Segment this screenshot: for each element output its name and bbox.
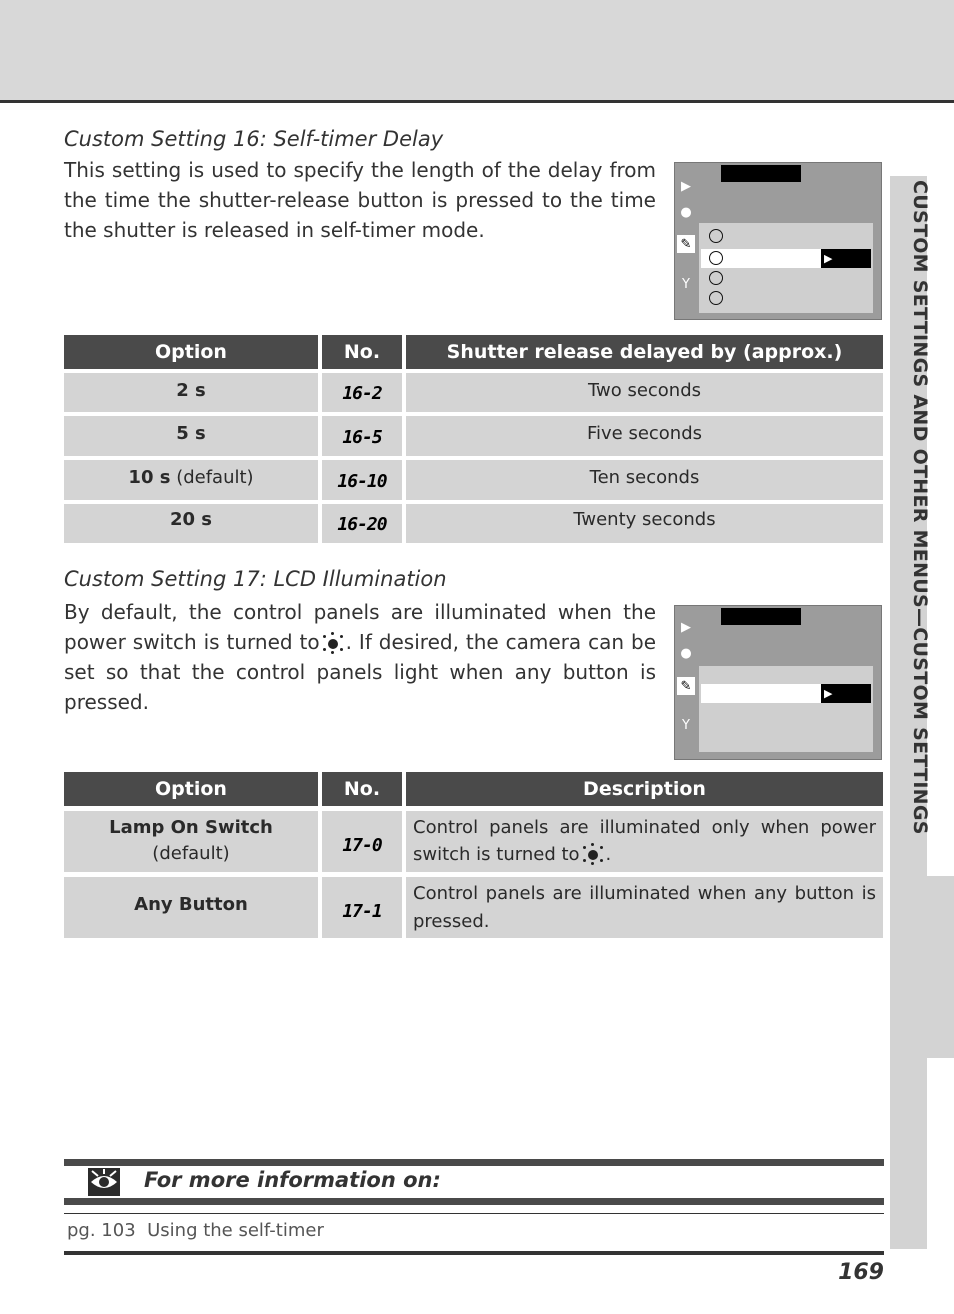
row-option: 2 s [176, 380, 206, 401]
info-box-title: For more information on: [144, 1168, 441, 1192]
table-row [64, 504, 883, 543]
info-box-divider [64, 1213, 884, 1214]
top-header-band [0, 0, 954, 103]
screen-selected-row [701, 249, 871, 268]
header-delay: Shutter release delayed by (approx.) [406, 335, 883, 369]
wrench-icon: Y [682, 276, 690, 292]
info-ref-page[interactable]: pg. 103 [67, 1220, 136, 1241]
row-lcd-code: 16-5 [322, 416, 402, 456]
header-option: Option [64, 335, 318, 369]
info-box-mid-rule [64, 1198, 884, 1205]
row-option-note: (default) [152, 843, 230, 864]
screen-option-panel [699, 666, 873, 752]
row-lcd-code: 16-2 [322, 373, 402, 412]
row-description: Five seconds [406, 416, 883, 456]
row-description [406, 811, 883, 872]
info-box-bottom-rule [64, 1251, 884, 1255]
cs17-body-part1: By default, the control panels are illuminated when the power switch is turned to [64, 600, 656, 654]
cs17-heading: Custom Setting 17: LCD Illumination [64, 567, 447, 591]
cs17-body [64, 597, 656, 717]
row-description: Ten seconds [406, 460, 883, 500]
info-ref-text: Using the self-timer [147, 1220, 324, 1241]
info-box-top-rule [64, 1159, 884, 1166]
arrow-right-icon: ▶ [821, 249, 871, 268]
row-option: Any Button [134, 894, 248, 915]
self-timer-icon [709, 291, 723, 305]
self-timer-icon [709, 229, 723, 243]
header-option: Option [64, 772, 318, 806]
camera-icon: ● [680, 645, 692, 661]
row-description: Two seconds [406, 373, 883, 412]
play-icon: ▶ [681, 178, 691, 194]
row-description-end: . [605, 844, 612, 865]
screen-option-panel [699, 223, 873, 313]
row-option: Lamp On Switch [109, 817, 273, 838]
table-row [64, 373, 883, 412]
camera-icon: ● [680, 204, 692, 220]
table-row [64, 877, 883, 938]
row-option-note: (default) [176, 467, 254, 488]
row-lcd-code: 17-1 [322, 877, 402, 938]
row-description-text: Control panels are illuminated only when power switch is turned to [413, 817, 876, 865]
row-option: 20 s [169, 509, 213, 530]
play-icon: ▶ [681, 619, 691, 635]
page-number: 169 [838, 1260, 884, 1285]
arrow-right-icon: ▶ [821, 684, 871, 703]
cs16-lcd-screen [674, 162, 882, 320]
cs16-heading: Custom Setting 16: Self-timer Delay [64, 127, 444, 151]
table-header [64, 772, 883, 806]
header-number: No. [322, 772, 402, 806]
table-row [64, 416, 883, 456]
header-description: Description [406, 772, 883, 806]
cs16-body: This setting is used to specify the length of the delay from the time the shutter-release button is pressed to the time the shutter is released in self-timer mode. [64, 158, 656, 242]
row-lcd-code: 16-10 [322, 460, 402, 500]
screen-title-bar [721, 608, 801, 625]
header-number: No. [322, 335, 402, 369]
screen-selected-row [701, 684, 871, 703]
eye-icon [88, 1168, 120, 1196]
cs17-lcd-screen [674, 605, 882, 760]
table-row [64, 811, 883, 872]
side-section-title: CUSTOM SETTINGS AND OTHER MENUS—CUSTOM SETTINGS [909, 180, 931, 835]
lamp-sun-icon [322, 633, 344, 653]
self-timer-icon [709, 271, 723, 285]
screen-title-bar [721, 165, 801, 182]
self-timer-icon [709, 251, 723, 265]
row-option: 10 s [128, 467, 171, 488]
wrench-icon: Y [682, 717, 690, 733]
row-lcd-code: 16-20 [322, 504, 402, 543]
pencil-icon: ✎ [677, 677, 695, 695]
lamp-sun-icon [582, 844, 604, 864]
cs17-body-part2: . If desired, the camera can be set so that the control panels light when any button is pressed. [64, 630, 657, 714]
row-description: Twenty seconds [406, 504, 883, 543]
table-header [64, 335, 883, 369]
pencil-icon: ✎ [677, 235, 695, 253]
table-row [64, 460, 883, 500]
row-description: Control panels are illuminated when any button is pressed. [406, 877, 883, 938]
row-lcd-code: 17-0 [322, 811, 402, 872]
side-tab-marker [927, 876, 954, 1058]
info-reference [67, 1220, 324, 1241]
row-option: 5 s [176, 423, 206, 444]
